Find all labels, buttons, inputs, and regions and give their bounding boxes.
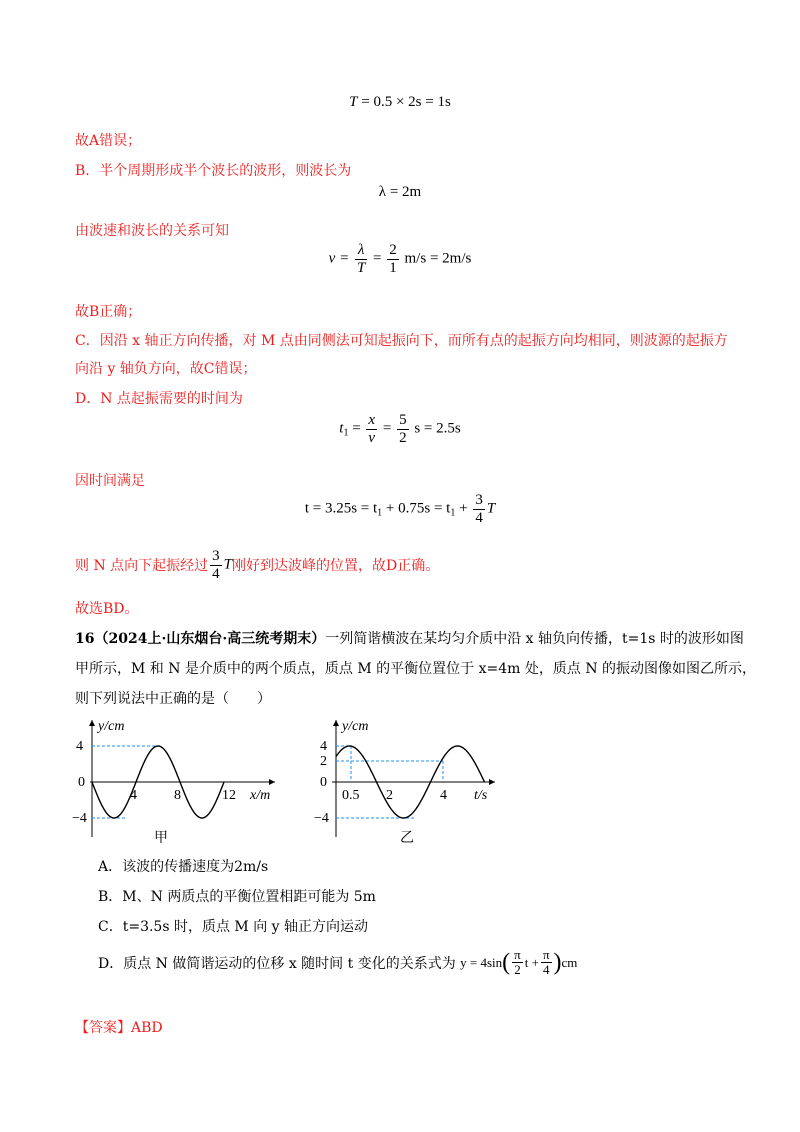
text-a-wrong: 故A错误； bbox=[75, 133, 142, 149]
y-tick-0: 0 bbox=[78, 775, 85, 790]
equation-wavelength: λ = 2m bbox=[378, 184, 422, 200]
option-d: D．质点 N 做简谐运动的位移 x 随时间 t 变化的关系式为 y = 4sin( $\frac{\pi}{2}$ t + $\frac{\pi}{4}$ )cm bbox=[98, 947, 578, 978]
text-d: D．N 点起振需要的时间为 bbox=[75, 391, 243, 407]
text-b-correct: 故B正确； bbox=[75, 304, 142, 320]
text-c-line1: C．因沿 x 轴正方向传播，对 M 点由同侧法可知起振向下，而所有点的起振方向均相同，则波源的起振方 bbox=[75, 333, 728, 349]
text-time: 因时间满足 bbox=[75, 473, 145, 489]
option-d-formula: y = 4sin( $\frac{\pi}{2}$ t + $\frac{\pi}{4}$ )cm bbox=[460, 947, 578, 978]
caption-yi: 乙 bbox=[400, 831, 414, 846]
y-tick-4: 4 bbox=[76, 739, 83, 754]
option-c: C．t=3.5s 时，质点 M 向 y 轴正方向运动 bbox=[98, 919, 369, 935]
y-tick-2: 2 bbox=[320, 754, 327, 769]
equation-t1: $t_1$ = $\frac{x}{v}$ = $\frac{5}{2}$ s = 2.5s bbox=[339, 412, 461, 446]
y-tick-4: 4 bbox=[320, 739, 327, 754]
x-tick-4: 4 bbox=[440, 788, 447, 803]
option-a: A．该波的传播速度为2m/s bbox=[98, 859, 269, 875]
text-b: B．半个周期形成半个波长的波形，则波长为 bbox=[75, 163, 352, 179]
y-tick-minus4: −4 bbox=[72, 811, 87, 826]
question-16-line2: 甲所示，M 和 N 是介质中的两个质点，质点 M 的平衡位置位于 x=4m 处，质点 N 的振动图像如图乙所示， bbox=[75, 661, 757, 677]
x-tick-2: 2 bbox=[386, 788, 393, 803]
equation-t: $t = 3.25s = t_1 + 0.75s = t_1$ + $\frac{3}{4}$ T bbox=[304, 492, 496, 526]
text-choose: 故选BD。 bbox=[75, 601, 139, 617]
graph-jia bbox=[70, 712, 300, 852]
y-label: y/cm bbox=[342, 719, 369, 734]
graph-yi bbox=[310, 712, 510, 852]
option-b: B．M、N 两质点的平衡位置相距可能为 5m bbox=[98, 889, 376, 905]
x-label: t/s bbox=[474, 788, 488, 803]
text-c-line2: 向沿 y 轴负方向，故C错误； bbox=[75, 361, 257, 377]
x-tick-05: 0.5 bbox=[342, 788, 360, 803]
y-label: y/cm bbox=[98, 719, 125, 734]
x-tick-8: 8 bbox=[174, 788, 181, 803]
equation-period: T = 0.5 × 2s = 1s bbox=[349, 94, 451, 110]
y-tick-minus4: −4 bbox=[314, 811, 329, 826]
question-16-line1: 16（2024上·山东烟台·高三统考期末）一列简谐横波在某均匀介质中沿 x 轴负向传播，t=1s 时的波形如图 bbox=[75, 631, 744, 647]
x-tick-4: 4 bbox=[130, 788, 137, 803]
equation-velocity: v = $\frac{\lambda}{T}$ = $\frac{2}{1}$ m/s = 2m/s bbox=[328, 242, 472, 276]
x-label: x/m bbox=[250, 788, 271, 803]
question-16-line3: 则下列说法中正确的是（ ） bbox=[75, 691, 271, 707]
y-tick-0: 0 bbox=[320, 775, 327, 790]
text-d-conclusion: 则 N 点向下起振经过 $\frac{3}{4}$ T刚好到达波峰的位置，故D正确。 bbox=[75, 548, 440, 582]
answer: 【答案】ABD bbox=[75, 1020, 163, 1036]
caption-jia: 甲 bbox=[154, 831, 168, 846]
text-relation: 由波速和波长的关系可知 bbox=[75, 223, 229, 239]
x-tick-12: 12 bbox=[222, 788, 236, 803]
